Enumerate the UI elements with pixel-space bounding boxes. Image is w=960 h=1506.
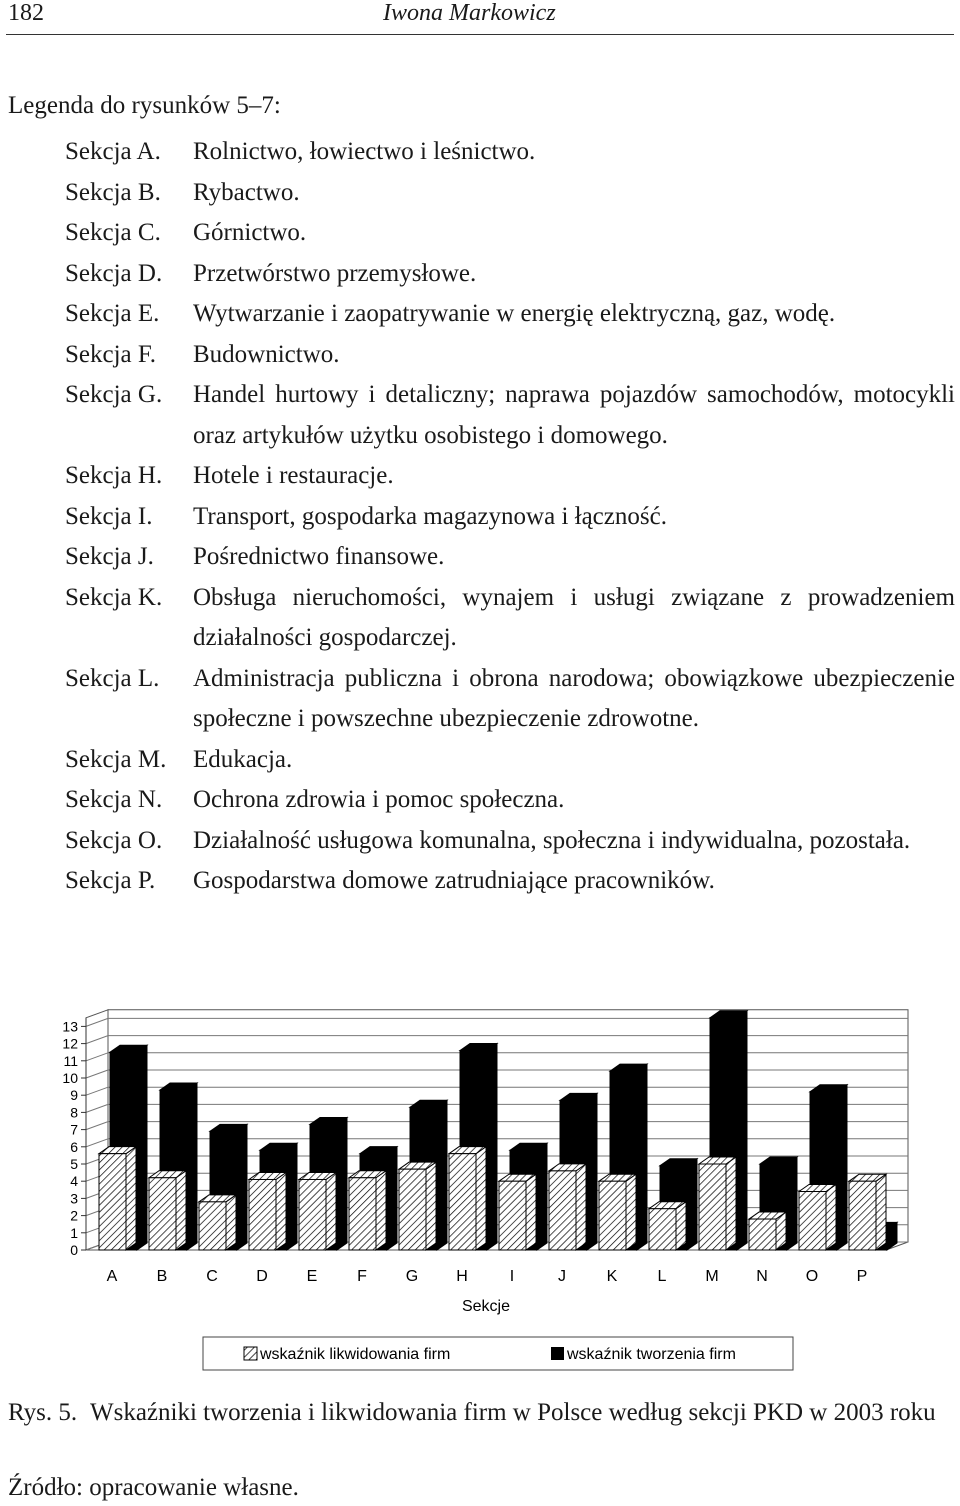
legend-item-key: Sekcja J. [65, 543, 154, 570]
bar-liquidation-M-side [726, 1157, 736, 1250]
bar-liquidation-G [399, 1162, 436, 1250]
x-axis-tick-label: D [256, 1268, 268, 1285]
bar-liquidation-H-side [476, 1147, 486, 1250]
legend-item-key: Sekcja D. [65, 259, 163, 287]
bar-liquidation-A-front [99, 1154, 126, 1250]
legend-swatch-solid [551, 1347, 564, 1360]
legend-item-key: Sekcja F. [65, 340, 157, 368]
bar-creation-J-side [587, 1093, 597, 1250]
bar-liquidation-I [499, 1174, 536, 1250]
x-axis-tick-label: L [657, 1268, 667, 1285]
bar-liquidation-K-front [599, 1181, 626, 1250]
bar-creation-O-side [837, 1085, 847, 1250]
legend-item-key: Sekcja C. [65, 219, 161, 246]
bar-creation-D-side [287, 1143, 297, 1250]
bar-liquidation-C-side [226, 1195, 236, 1250]
legend-item [65, 213, 955, 254]
bar-creation-C-side [237, 1124, 247, 1250]
bar-liquidation-P-side [876, 1174, 886, 1250]
legend-item-key: Sekcja N. [65, 786, 163, 813]
bar-creation-G-side [437, 1100, 447, 1250]
legend-list [65, 132, 955, 902]
bar-liquidation-D-front [249, 1179, 276, 1250]
bar-liquidation-D-side [276, 1172, 286, 1250]
x-axis-tick-label: P [856, 1268, 868, 1285]
bar-liquidation-P-front [849, 1181, 876, 1250]
bar-liquidation-B-front [149, 1178, 176, 1250]
bar-liquidation-I-side [526, 1174, 536, 1250]
bar-liquidation-L-front [649, 1209, 676, 1250]
x-axis-tick-label: K [606, 1268, 618, 1285]
bar-liquidation-B [149, 1171, 186, 1250]
bar-creation-E-side [337, 1117, 347, 1250]
x-axis-tick-label: M [705, 1268, 719, 1285]
bar-liquidation-O-front [799, 1192, 826, 1250]
legend-item [65, 861, 955, 902]
bar-liquidation-D [249, 1172, 286, 1250]
chart-legend [203, 1337, 793, 1370]
legend-item-key: Sekcja P. [65, 867, 156, 894]
bar-liquidation-M-front [699, 1164, 726, 1250]
legend-item-desc: Górnictwo. [193, 219, 307, 246]
y-axis-tick-label: 3 [70, 1190, 78, 1207]
source-note: Źródło: opracowanie własne. [8, 1474, 299, 1501]
legend-item [65, 740, 955, 781]
legend-item-desc: Rolnictwo, łowiectwo i leśnictwo. [193, 138, 536, 165]
bar-liquidation-N [749, 1212, 786, 1250]
bar-creation-N-side [787, 1157, 797, 1250]
bar-creation-L-side [687, 1159, 697, 1250]
chart [0, 1000, 960, 1385]
bar-liquidation-E [299, 1172, 336, 1250]
bar-liquidation-J-side [576, 1164, 586, 1250]
legend-item [65, 375, 955, 456]
legend-item [65, 537, 955, 578]
bar-liquidation-H-front [449, 1154, 476, 1250]
bar-creation-I-side [537, 1143, 547, 1250]
bar-liquidation-J [549, 1164, 586, 1250]
x-axis-tick-label: H [456, 1268, 468, 1285]
bar-liquidation-B-side [176, 1171, 186, 1250]
legend-item-desc: Działalność usługowa komunalna, społeczna i indywidualna, pozostała. [193, 826, 911, 854]
bar-liquidation-A-side [126, 1147, 136, 1250]
bar-creation-K-side [637, 1064, 647, 1250]
bar-liquidation-E-side [326, 1172, 336, 1250]
legend-item-desc: Przetwórstwo przemysłowe. [193, 259, 477, 287]
legend-item [65, 132, 955, 173]
legend-item-desc: Administracja publiczna i obrona narodowa; obowiązkowe ubezpieczenie społeczne i powszechne ubezpieczenie zdrowotne. [193, 664, 955, 732]
bar-creation-H-side [487, 1043, 497, 1250]
legend-item-desc: Budownictwo. [193, 340, 340, 368]
legend-item-desc: Edukacja. [193, 745, 293, 773]
y-axis-tick-label: 4 [70, 1173, 78, 1190]
bar-creation-A-side [137, 1045, 147, 1250]
legend-item-key: Sekcja B. [65, 178, 161, 206]
caption-label: Rys. 5. [8, 1399, 78, 1426]
bar-liquidation-C-front [199, 1202, 226, 1250]
y-axis-tick-label: 0 [70, 1242, 78, 1258]
x-axis-tick-label: O [805, 1268, 819, 1285]
legend-label-creation: wskaźnik tworzenia firm [567, 1346, 736, 1363]
legend-item-desc: Pośrednictwo finansowe. [193, 543, 445, 570]
legend-item-desc: Transport, gospodarka magazynowa i łączność. [193, 502, 667, 530]
y-axis-tick-label: 13 [62, 1018, 78, 1035]
bar-creation-M-side [737, 1011, 747, 1250]
y-axis-tick-label: 10 [62, 1070, 78, 1086]
y-axis-tick-label: 8 [70, 1104, 78, 1121]
bar-liquidation-A [99, 1147, 136, 1250]
x-axis-tick-label: G [405, 1268, 419, 1285]
bar-liquidation-C [199, 1195, 236, 1250]
bar-liquidation-F [349, 1171, 386, 1250]
header-rule [6, 34, 954, 35]
bar-creation-B-side [187, 1083, 197, 1250]
bar-liquidation-G-front [399, 1169, 426, 1250]
legend-item [65, 456, 955, 497]
figure-caption [8, 1396, 956, 1429]
bar-liquidation-I-front [499, 1181, 526, 1250]
x-axis-tick-label: J [558, 1268, 566, 1285]
legend-item-key: Sekcja A. [65, 138, 161, 165]
y-axis-tick-label: 1 [70, 1224, 78, 1241]
bar-liquidation-O [799, 1185, 836, 1250]
page-number: 182 [8, 0, 44, 26]
legend-title: Legenda do rysunków 5–7: [8, 92, 281, 119]
legend-item-key: Sekcja G. [65, 381, 163, 408]
bar-liquidation-F-side [376, 1171, 386, 1250]
x-axis-tick-label: E [306, 1268, 318, 1285]
y-axis-tick-label: 9 [70, 1087, 78, 1104]
legend-item [65, 173, 955, 214]
y-axis-tick-label: 12 [62, 1035, 78, 1052]
bar-liquidation-K-side [626, 1174, 636, 1250]
legend-item-key: Sekcja L. [65, 664, 160, 692]
x-axis-tick-label: F [357, 1268, 367, 1285]
y-axis-tick-label: 11 [63, 1052, 78, 1069]
y-axis-tick-label: 5 [70, 1156, 78, 1172]
y-axis-tick-label: 2 [70, 1207, 78, 1224]
bar-liquidation-J-front [549, 1171, 576, 1250]
legend-item [65, 659, 955, 740]
legend-item-key: Sekcja E. [65, 300, 160, 327]
legend-item [65, 578, 955, 659]
chart-svg [0, 1000, 960, 1385]
legend-item-desc: Wytwarzanie i zaopatrywanie w energię elektryczną, gaz, wodę. [193, 300, 836, 327]
x-axis-title: Sekcje [461, 1298, 511, 1315]
bar-liquidation-H [449, 1147, 486, 1250]
legend-item [65, 780, 955, 821]
legend-item-key: Sekcja H. [65, 462, 163, 489]
legend-item [65, 335, 955, 376]
legend-item-desc: Obsługa nieruchomości, wynajem i usługi związane z prowadzeniem działalności gospodarczej. [193, 583, 955, 651]
bar-liquidation-M [699, 1157, 736, 1250]
legend-item-desc: Handel hurtowy i detaliczny; naprawa pojazdów samochodów, motocykli oraz artykułów użytku osobistego i domowego. [193, 381, 955, 449]
x-axis-tick-label: I [509, 1268, 515, 1285]
y-axis-tick-label: 7 [70, 1121, 78, 1138]
x-axis-tick-label: A [106, 1268, 118, 1285]
bar-liquidation-N-front [749, 1219, 776, 1250]
legend-item-desc: Gospodarstwa domowe zatrudniające pracowników. [193, 867, 715, 894]
bar-creation-F-side [387, 1147, 397, 1250]
running-head: Iwona Markowicz [383, 0, 556, 26]
legend-item [65, 254, 955, 295]
bar-liquidation-P [849, 1174, 886, 1250]
bar-liquidation-E-front [299, 1179, 326, 1250]
legend-item-key: Sekcja I. [65, 502, 153, 530]
legend-label-liquidation: wskaźnik likwidowania firm [260, 1346, 451, 1363]
x-axis-tick-label: C [206, 1268, 218, 1285]
bar-liquidation-K [599, 1174, 636, 1250]
legend-item-key: Sekcja O. [65, 826, 163, 854]
legend-item-key: Sekcja M. [65, 745, 167, 773]
legend-item [65, 821, 955, 862]
bar-liquidation-F-front [349, 1178, 376, 1250]
legend-item-key: Sekcja K. [65, 583, 163, 611]
bar-liquidation-G-side [426, 1162, 436, 1250]
caption-text: Wskaźniki tworzenia i likwidowania firm w Polsce według sekcji PKD w 2003 roku [90, 1399, 936, 1426]
bar-liquidation-O-side [826, 1185, 836, 1250]
legend-item-desc: Hotele i restauracje. [193, 462, 394, 489]
bar-liquidation-L [649, 1202, 686, 1250]
y-axis-tick-label: 6 [70, 1138, 78, 1155]
legend-swatch-hatched [244, 1347, 257, 1360]
legend-item-desc: Rybactwo. [193, 178, 300, 206]
x-axis-tick-label: N [756, 1268, 768, 1285]
legend-item [65, 294, 955, 335]
bar-liquidation-L-side [676, 1202, 686, 1250]
legend-item-desc: Ochrona zdrowia i pomoc społeczna. [193, 786, 565, 813]
legend-item [65, 497, 955, 538]
x-axis-tick-label: B [156, 1268, 168, 1285]
